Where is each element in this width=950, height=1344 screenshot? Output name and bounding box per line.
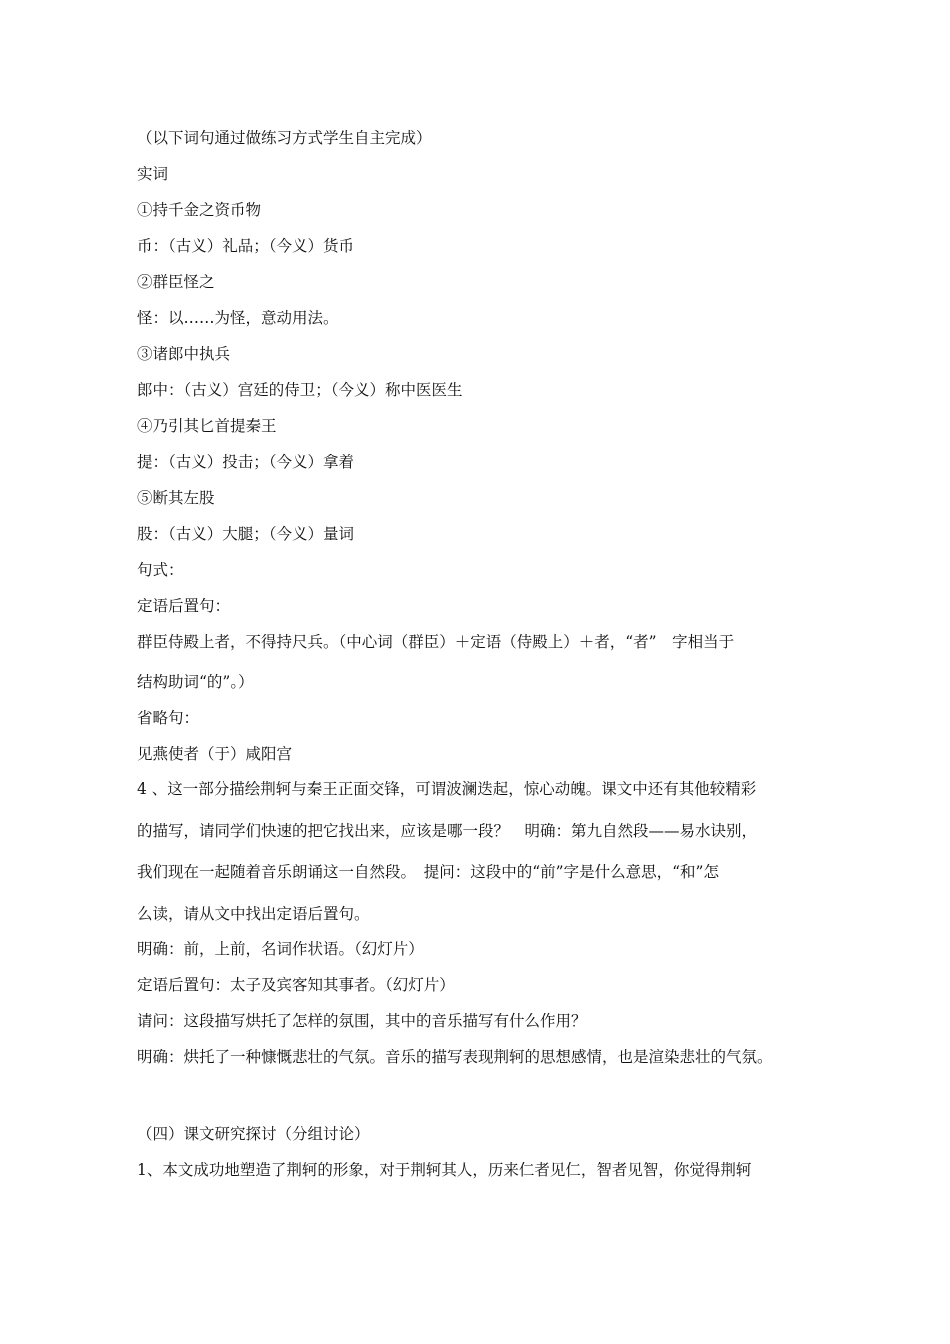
- text-line: 股：（古义）大腿；（今义）量词: [137, 525, 355, 543]
- text-line: 明确：前，上前，名词作状语。（幻灯片）: [137, 940, 424, 958]
- text-line: ⑤断其左股: [137, 489, 215, 507]
- text-line: ①持千金之资币物: [137, 201, 262, 219]
- text-line: 定语后置句：: [137, 597, 231, 615]
- text-line: 实词: [137, 165, 169, 183]
- text-line: 怪：以……为怪，意动用法。: [137, 309, 339, 327]
- text-line: 4 、这一部分描绘荆轲与秦王正面交锋，可谓波澜迭起，惊心动魄。课文中还有其他较精彩: [137, 780, 757, 798]
- text-line: ②群臣怪之: [137, 273, 215, 291]
- text-line: 句式：: [137, 561, 184, 579]
- text-line: 结构助词“的”。）: [137, 673, 254, 691]
- text-line: ③诸郎中执兵: [137, 345, 231, 363]
- section-heading: （四）课文研究探讨（分组讨论）: [137, 1125, 370, 1143]
- text-line: 群臣侍殿上者，不得持尺兵。（中心词（群臣）＋定语（侍殿上）＋者，“者” 字相当于: [137, 633, 735, 651]
- text-line: 郎中：（古义）宫廷的侍卫；（今义）称中医医生: [137, 381, 463, 399]
- text-line: 么读，请从文中找出定语后置句。: [137, 905, 370, 923]
- text-line: 定语后置句：太子及宾客知其事者。（幻灯片）: [137, 976, 455, 994]
- text-line: 我们现在一起随着音乐朗诵这一自然段。 提问：这段中的“前”字是什么意思，“和”怎: [137, 863, 719, 881]
- text-line: ④乃引其匕首提秦王: [137, 417, 277, 435]
- text-line: 提：（古义）投击；（今义）拿着: [137, 453, 355, 471]
- text-line: 见燕使者（于）咸阳宫: [137, 745, 293, 763]
- text-line: 币：（古义）礼品；（今义）货币: [137, 237, 355, 255]
- text-line: 请问：这段描写烘托了怎样的氛围，其中的音乐描写有什么作用？: [137, 1012, 587, 1030]
- text-line: 省略句：: [137, 709, 200, 727]
- text-line: 的描写，请同学们快速的把它找出来，应该是哪一段？ 明确：第九自然段——易水诀别，: [137, 822, 758, 840]
- text-line: 1、本文成功地塑造了荆轲的形象，对于荆轲其人，历来仁者见仁，智者见智，你觉得荆轲: [137, 1161, 752, 1179]
- text-line: （以下词句通过做练习方式学生自主完成）: [137, 129, 432, 147]
- text-line: 明确：烘托了一种慷慨悲壮的气氛。音乐的描写表现荆轲的思想感情，也是渲染悲壮的气氛。: [137, 1048, 773, 1066]
